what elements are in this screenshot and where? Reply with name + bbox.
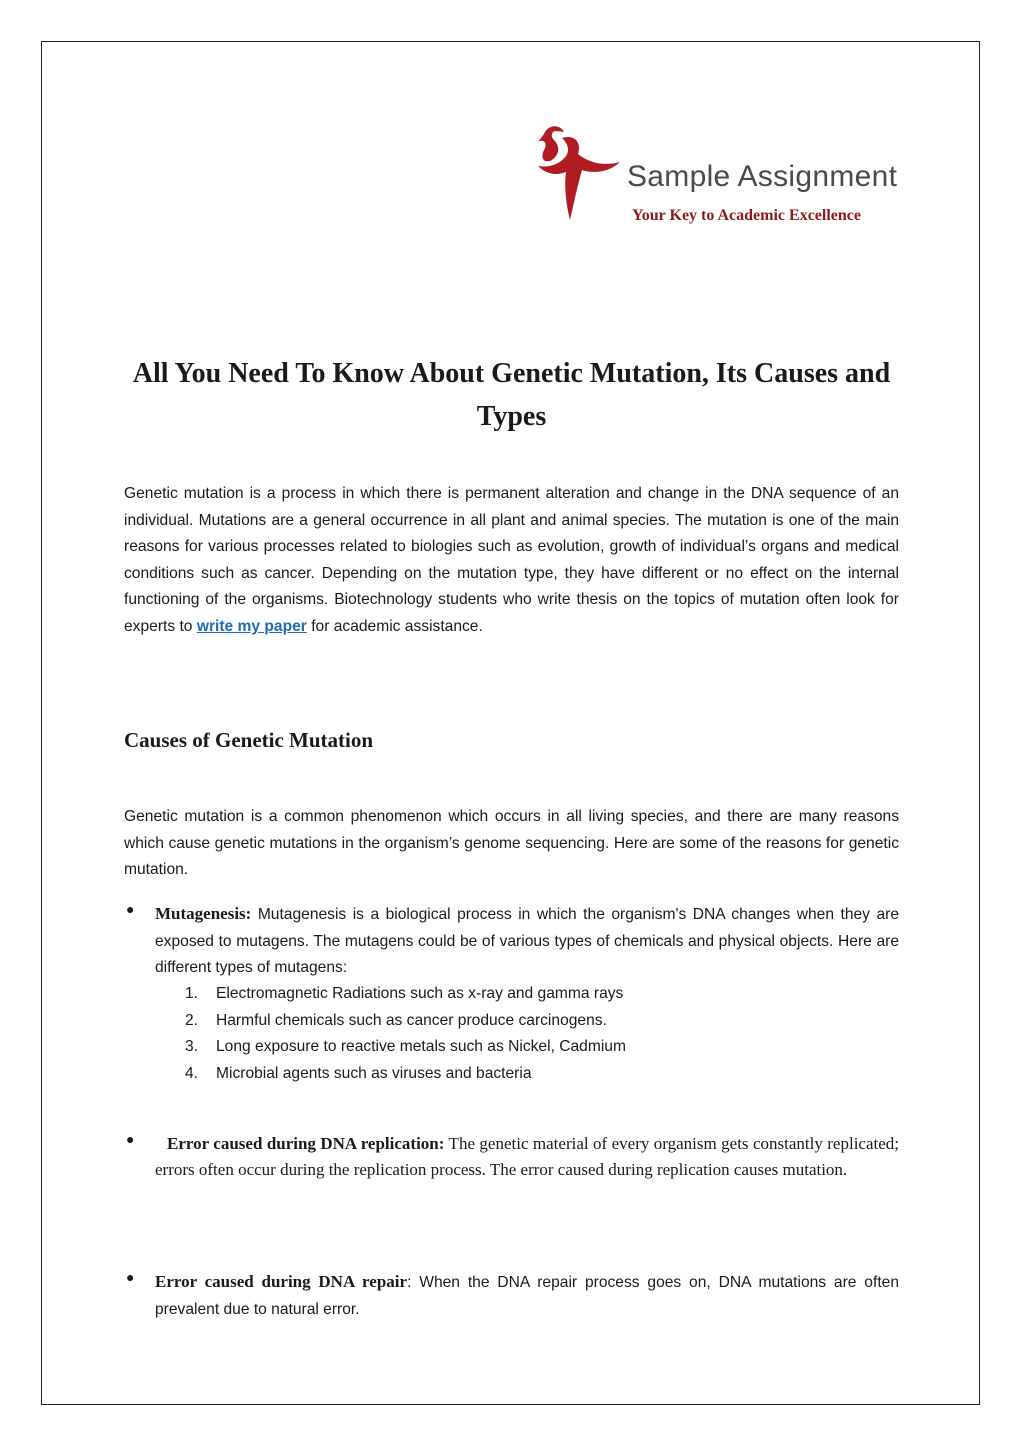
intro-text-end: for academic assistance. (306, 617, 483, 635)
bullet-body (155, 1269, 899, 1323)
list-number: 3. (185, 1038, 199, 1056)
bullet-label: Mutagenesis: (155, 904, 252, 923)
page-border (41, 41, 980, 1405)
bullet-replication-error (124, 1131, 899, 1182)
list-number: 2. (185, 1011, 199, 1029)
causes-heading: Causes of Genetic Mutation (124, 728, 374, 752)
brand-name: Sample Assignment (627, 160, 898, 193)
list-number: 1. (185, 985, 199, 1002)
list-text: Harmful chemicals such as cancer produce carcinogens. (216, 1011, 607, 1029)
brand-tagline: Your Key to Academic Excellence (632, 207, 861, 224)
bullet-dot-icon: ● (126, 1131, 135, 1147)
dancer-emblem-icon (530, 120, 630, 225)
page-title: All You Need To Know About Genetic Mutation, Its Causes and Types (132, 358, 891, 432)
bullet-mutagenesis (124, 901, 899, 982)
list-text: Microbial agents such as viruses and bacteria (216, 1064, 532, 1082)
bullet-text: The genetic material of every organism gets constantly replicated; errors often occur during the replication process. The error caused during replication causes mutation. (155, 1134, 900, 1179)
bullet-body (155, 901, 899, 982)
list-item (185, 1008, 626, 1035)
bullet-text: : When the DNA repair process goes on, DNA mutations are often prevalent due to natural error. (155, 1274, 899, 1318)
list-item (185, 1034, 626, 1061)
intro-text-start: Genetic mutation is a process in which there is permanent alteration and change in the DNA sequence of an individual. Mutations are a general occurrence in all plant and animal species. The mutation is one of the main reasons for various processes related to biologies such as evolution, growth of individual’s organs and medical conditions such as cancer. Depending on the mutation type, they have different or no effect on the internal functioning of the organisms. Biotechnology students who write thesis on the topics of mutation often look for experts to (124, 485, 899, 635)
bullet-dot-icon: ● (126, 1269, 135, 1285)
list-number: 4. (185, 1064, 199, 1082)
list-item (185, 981, 626, 1008)
bullet-label: Error caused during DNA repair (155, 1272, 408, 1291)
list-text: Long exposure to reactive metals such as Nickel, Cadmium (216, 1038, 626, 1056)
bullet-text: Mutagenesis is a biological process in which the organism's DNA changes when they are exposed to mutagens. The mutagens could be of various types of chemicals and physical objects. Here are different types of mutagens: (155, 906, 899, 977)
logo (530, 120, 910, 230)
bullet-label: Error caused during DNA replication: (167, 1134, 445, 1153)
intro-paragraph (124, 481, 899, 641)
list-item (185, 1061, 626, 1088)
bullet-body (155, 1131, 899, 1182)
bullet-repair-error (124, 1269, 899, 1323)
list-text: Electromagnetic Radiations such as x-ray and gamma rays (216, 985, 624, 1002)
write-my-paper-link[interactable]: write my paper (196, 617, 307, 635)
bullet-dot-icon: ● (126, 901, 135, 917)
causes-lead-paragraph: Genetic mutation is a common phenomenon which occurs in all living species, and there are many reasons which cause genetic mutations in the organism’s genome sequencing. Here are some of the reasons for genetic mutation. (124, 808, 899, 879)
mutagen-types-list (185, 981, 626, 1087)
